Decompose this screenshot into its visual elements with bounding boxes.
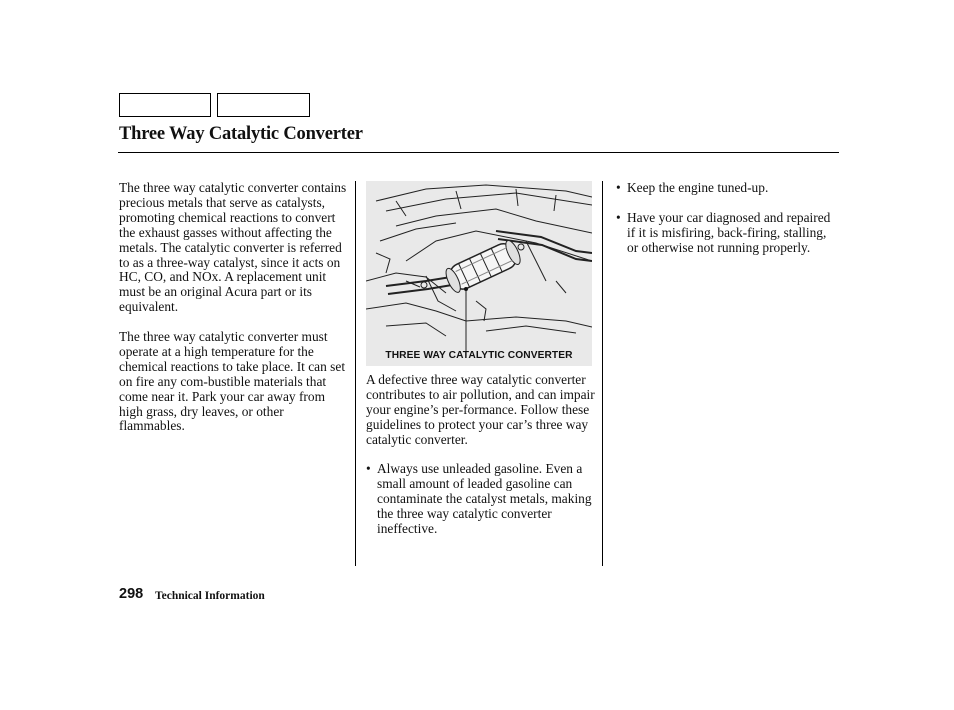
column-middle <box>366 373 596 552</box>
catalytic-converter-illustration <box>366 181 592 366</box>
column-left <box>119 181 349 449</box>
catalytic-converter-figure <box>366 181 592 366</box>
section-name: Technical Information <box>155 590 265 602</box>
page-number: 298 <box>119 586 144 602</box>
page-title: Three Way Catalytic Converter <box>119 124 363 144</box>
column-divider-1 <box>355 181 356 566</box>
column-divider-2 <box>602 181 603 566</box>
list-item: • Always use unleaded gasoline. Even a small amount of leaded gasoline can contaminate the catalyst metals, making the three way catalytic converter ineffective. <box>366 462 596 537</box>
nav-tab-box-2[interactable] <box>217 93 310 117</box>
column-right <box>616 181 836 270</box>
guidelines-list-2 <box>616 181 836 256</box>
nav-tab-box-1[interactable] <box>119 93 211 117</box>
intro-paragraph: The three way catalytic converter contains precious metals that serve as catalysts, promoting chemical reactions to convert the exhaust gasses without affecting the metals. The catalytic converter is referred to as a three-way catalyst, since it acts on HC, CO, and NOx. A replacement unit must be an original Acura part or its equivalent. <box>119 180 347 315</box>
figure-caption: THREE WAY CATALYTIC CONVERTER <box>385 350 573 361</box>
title-divider <box>118 152 839 153</box>
guidelines-list-1 <box>366 462 596 537</box>
temperature-paragraph: The three way catalytic converter must operate at a high temperature for the chemical reactions to take place. It can set on fire any com-bustible materials that come near it. Park your car away from high grass, dry leaves, or other flammables. <box>119 329 346 434</box>
list-item: • Have your car diagnosed and repaired if it is misfiring, back-firing, stalling, or otherwise not running properly. <box>616 211 836 256</box>
defective-converter-paragraph: A defective three way catalytic converter contributes to air pollution, and can impair your engine’s per-formance. Follow these guidelines to protect your car’s three way catalytic converter. <box>366 372 595 447</box>
list-item: • Keep the engine tuned-up. <box>616 181 836 196</box>
